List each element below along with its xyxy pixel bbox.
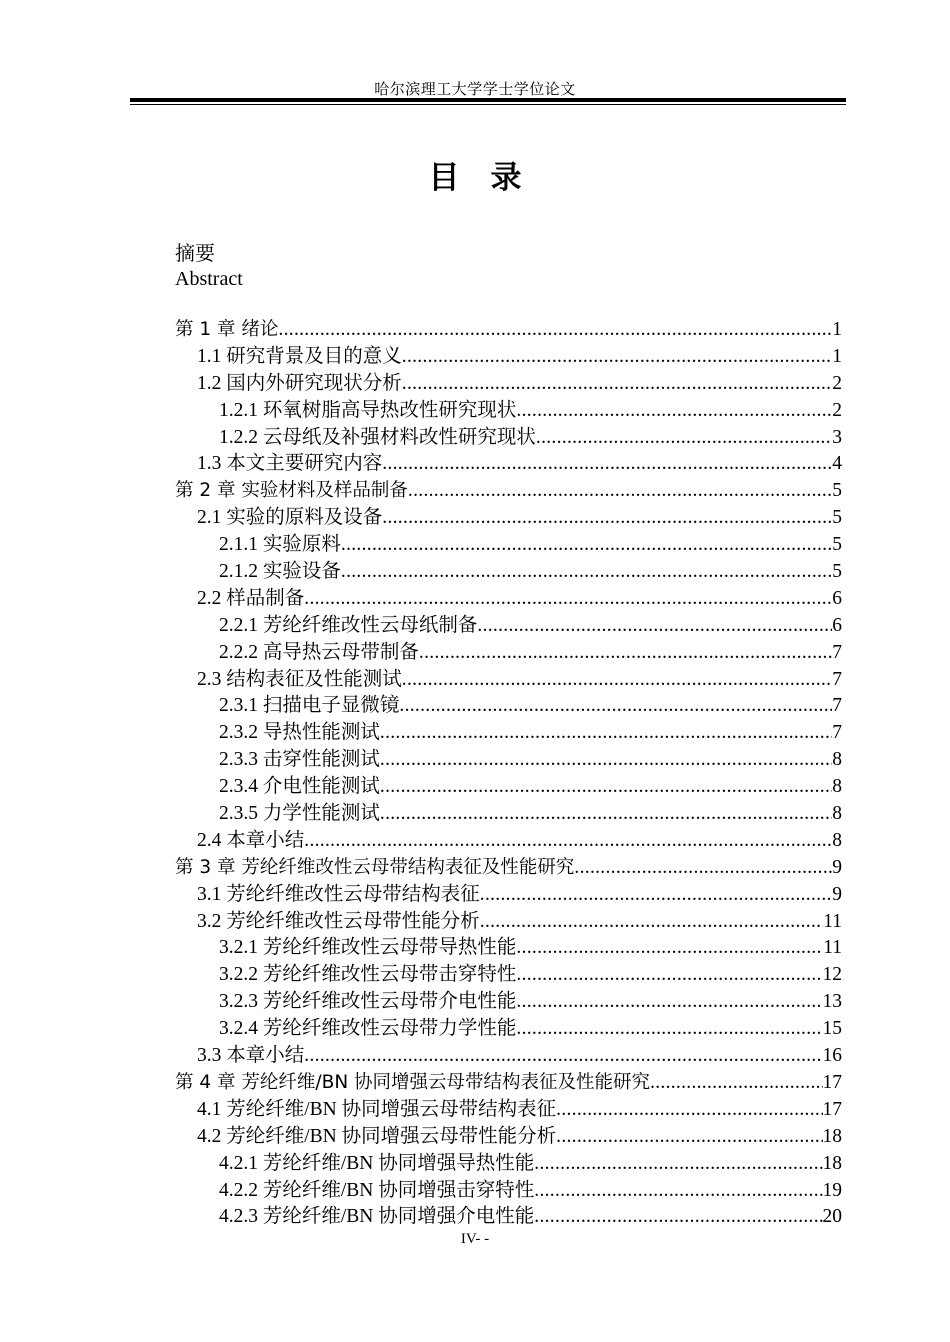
toc-entry-label: 1.2 国内外研究现状分析	[197, 372, 402, 394]
toc-abstract-cn[interactable]: 摘要	[175, 243, 215, 265]
toc-entry[interactable]	[175, 855, 842, 882]
toc-entry-label: 第 2 章 实验材料及样品制备	[175, 480, 408, 502]
dot-leader	[380, 801, 832, 828]
toc-entry-label: 1.3 本文主要研究内容	[197, 453, 383, 475]
toc-entry-page: 1	[832, 345, 842, 367]
toc-entry[interactable]	[175, 989, 842, 1016]
toc-entry-page: 9	[832, 883, 842, 905]
toc-entry-page: 6	[832, 587, 842, 609]
toc-entry-label: 1.1 研究背景及目的意义	[197, 345, 402, 367]
toc-entry[interactable]	[175, 451, 842, 478]
dot-leader	[574, 855, 832, 882]
toc-entry-page: 8	[832, 829, 842, 851]
toc-entry[interactable]	[175, 801, 842, 828]
toc-entry[interactable]	[175, 1043, 842, 1070]
page-number: IV- -	[460, 1231, 490, 1247]
dot-leader	[380, 774, 832, 801]
dot-leader	[304, 828, 832, 855]
toc-entry[interactable]	[175, 398, 842, 425]
toc-entry-page: 8	[832, 749, 842, 771]
toc-entry-label: 1.2.1 环氧树脂高导热改性研究现状	[219, 399, 517, 421]
toc-entry-label: 4.2.2 芳纶纤维/BN 协同增强击穿特性	[219, 1179, 535, 1201]
dot-leader	[382, 451, 832, 478]
toc-entry[interactable]	[175, 344, 842, 371]
dot-leader	[278, 317, 832, 344]
toc-entry[interactable]	[175, 1124, 842, 1151]
toc-entry-page: 18	[822, 1125, 842, 1147]
toc-entry[interactable]	[175, 720, 842, 747]
dot-leader	[380, 747, 832, 774]
dot-leader	[402, 344, 832, 371]
dot-leader	[382, 505, 832, 532]
toc-entry-label: 3.2.3 芳纶纤维改性云母带介电性能	[219, 991, 517, 1013]
toc-entry-label: 第 1 章 绪论	[175, 319, 279, 340]
toc-entry-page: 7	[832, 695, 842, 717]
toc-entry-label: 3.1 芳纶纤维改性云母带结构表征	[197, 883, 480, 905]
toc-entry[interactable]	[175, 774, 842, 801]
toc-entry-page: 8	[832, 803, 842, 825]
toc-entry-label: 4.2.1 芳纶纤维/BN 协同增强导热性能	[219, 1152, 535, 1174]
dot-leader	[534, 1178, 822, 1205]
toc-entry-label: 1.2.2 云母纸及补强材料改性研究现状	[219, 426, 536, 448]
toc-entry[interactable]	[175, 317, 842, 344]
toc-entry-page: 3	[832, 426, 842, 448]
toc-entry-page: 2	[832, 372, 842, 394]
running-header: 哈尔滨理工大学学士学位论文	[374, 82, 576, 98]
dot-leader	[536, 425, 832, 452]
toc-entry-page: 13	[822, 991, 842, 1013]
toc-entry-page: 7	[832, 668, 842, 690]
toc-entry-page: 9	[832, 856, 842, 878]
dot-leader	[516, 398, 832, 425]
dot-leader	[304, 586, 832, 613]
toc-entry[interactable]	[175, 478, 842, 505]
toc-entry[interactable]	[175, 1070, 842, 1097]
toc-entry[interactable]	[175, 693, 842, 720]
toc-entry-label: 2.2.1 芳纶纤维改性云母纸制备	[219, 614, 478, 636]
toc-entry-label: 2.3 结构表征及性能测试	[197, 668, 402, 690]
toc-entry-label: 3.2.2 芳纶纤维改性云母带击穿特性	[219, 964, 517, 986]
toc-entry-label: 2.4 本章小结	[197, 829, 305, 851]
toc-entry[interactable]	[175, 559, 842, 586]
toc-entry-label: 2.1 实验的原料及设备	[197, 507, 383, 529]
toc-entry-page: 8	[832, 776, 842, 798]
toc-entry[interactable]	[175, 505, 842, 532]
toc-entry-page: 4	[832, 453, 842, 475]
dot-leader	[480, 882, 832, 909]
dot-leader	[516, 1016, 822, 1043]
toc-entry-page: 5	[832, 534, 842, 556]
toc-title: 目 录	[428, 160, 522, 196]
dot-leader	[341, 532, 832, 559]
toc-entry-page: 16	[822, 1045, 842, 1067]
toc-entry-page: 7	[832, 641, 842, 663]
toc-entry-page: 7	[832, 722, 842, 744]
toc-entry-label: 第 4 章 芳纶纤维/BN 协同增强云母带结构表征及性能研究	[175, 1071, 651, 1093]
toc-entry[interactable]	[175, 640, 842, 667]
toc-entry-label: 2.2 样品制备	[197, 587, 305, 609]
toc-entry-label: 2.1.1 实验原料	[219, 534, 341, 556]
header-rule-thin	[130, 104, 846, 105]
toc-entry-label: 2.1.2 实验设备	[219, 561, 341, 583]
dot-leader	[399, 693, 832, 720]
dot-leader	[402, 667, 832, 694]
dot-leader	[402, 371, 832, 398]
toc-entry-page: 17	[822, 1098, 842, 1120]
dot-leader	[304, 1043, 822, 1070]
toc-entry-label: 4.1 芳纶纤维/BN 协同增强云母带结构表征	[197, 1098, 557, 1120]
dot-leader	[408, 478, 832, 505]
toc-entry-page: 20	[822, 1206, 842, 1228]
toc-entry-page: 1	[832, 319, 842, 340]
toc-entry[interactable]	[175, 1178, 842, 1205]
dot-leader	[477, 613, 832, 640]
toc-entry-label: 3.2.4 芳纶纤维改性云母带力学性能	[219, 1018, 517, 1040]
toc-entry[interactable]	[175, 1204, 842, 1231]
toc-entry-label: 3.2 芳纶纤维改性云母带性能分析	[197, 910, 480, 932]
toc-entry-label: 4.2.3 芳纶纤维/BN 协同增强介电性能	[219, 1206, 535, 1228]
toc-entry-page: 12	[822, 964, 842, 986]
toc-entry-label: 2.3.3 击穿性能测试	[219, 749, 380, 771]
toc-entry[interactable]	[175, 882, 842, 909]
dot-leader	[534, 1204, 822, 1231]
header-rule-thick	[130, 98, 846, 102]
toc-entry-page: 5	[832, 561, 842, 583]
dot-leader	[556, 1124, 822, 1151]
toc-entry-label: 2.2.2 高导热云母带制备	[219, 641, 419, 663]
toc-entry-page: 2	[832, 399, 842, 421]
dot-leader	[516, 935, 823, 962]
dot-leader	[341, 559, 832, 586]
toc-entry[interactable]	[175, 532, 842, 559]
toc-entry-page: 11	[823, 910, 842, 932]
toc-entry[interactable]	[175, 962, 842, 989]
toc-entry-page: 5	[832, 507, 842, 529]
toc-entry[interactable]	[175, 1151, 842, 1178]
dot-leader	[650, 1070, 822, 1097]
toc-entry[interactable]	[175, 747, 842, 774]
toc-entry-page: 6	[832, 614, 842, 636]
toc-entry-label: 2.3.1 扫描电子显微镜	[219, 695, 400, 717]
toc-entry-page: 5	[832, 480, 842, 502]
toc-entry[interactable]	[175, 1097, 842, 1124]
toc-entry[interactable]	[175, 909, 842, 936]
toc-entry[interactable]	[175, 667, 842, 694]
toc-entry-label: 2.3.4 介电性能测试	[219, 776, 380, 798]
toc-list	[175, 317, 842, 1231]
dot-leader	[480, 909, 823, 936]
toc-entry-label: 2.3.5 力学性能测试	[219, 803, 380, 825]
toc-entry[interactable]	[175, 586, 842, 613]
toc-entry-label: 2.3.2 导热性能测试	[219, 722, 380, 744]
toc-entry[interactable]	[175, 828, 842, 855]
dot-leader	[380, 720, 832, 747]
toc-entry-label: 3.3 本章小结	[197, 1045, 305, 1067]
toc-abstract-en[interactable]: Abstract	[175, 268, 243, 290]
toc-entry-label: 3.2.1 芳纶纤维改性云母带导热性能	[219, 937, 517, 959]
dot-leader	[534, 1151, 822, 1178]
toc-entry-label: 第 3 章 芳纶纤维改性云母带结构表征及性能研究	[175, 856, 575, 878]
toc-entry-page: 17	[822, 1071, 842, 1093]
toc-entry[interactable]	[175, 371, 842, 398]
dot-leader	[556, 1097, 822, 1124]
toc-entry[interactable]	[175, 1016, 842, 1043]
dot-leader	[419, 640, 832, 667]
toc-entry[interactable]	[175, 613, 842, 640]
toc-entry-page: 18	[822, 1152, 842, 1174]
toc-entry[interactable]	[175, 425, 842, 452]
toc-entry[interactable]	[175, 935, 842, 962]
toc-entry-label: 4.2 芳纶纤维/BN 协同增强云母带性能分析	[197, 1125, 557, 1147]
toc-entry-page: 19	[822, 1179, 842, 1201]
toc-entry-page: 11	[823, 937, 842, 959]
dot-leader	[516, 962, 822, 989]
toc-entry-page: 15	[822, 1018, 842, 1040]
dot-leader	[516, 989, 822, 1016]
